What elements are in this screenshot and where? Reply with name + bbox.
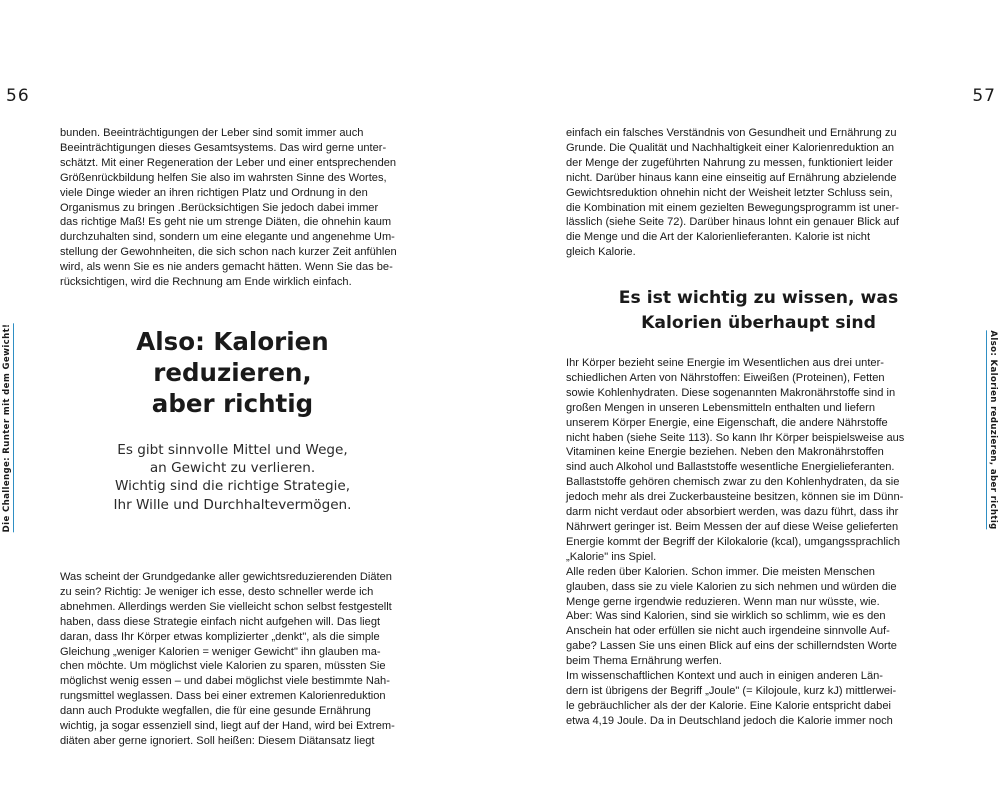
- body-paragraph-right-bottom: Ihr Körper bezieht seine Energie im Wesentlichen aus drei unter- schiedlichen Arten von Nährstoffen: Eiweißen (Proteinen), Fetten sowie Kohlenhydraten. Diese sogenannten Makronährstoffe sind in großen Mengen in unseren Lebensmitteln enthalten und liefern unserem Körper Energie, eine Eigenschaft, die andere Nährstoffe nicht haben (siehe Seite 113). So kann Ihr Körper beispielsweise aus Vitaminen keine Energie beziehen. Neben den Makronährstoffen sind auch Alkohol und Ballaststoffe wesentliche Energielieferanten. Ballaststoffe gehören chemisch zwar zu den Kohlenhydraten, da sie jedoch mehr als drei Zuckerbausteine besitzen, können sie im Dünn- darm nicht verdaut oder absorbiert werden, was dazu führt, dass ihr Nährwert geringer ist. Beim Messen der auf diese Weise gelieferten Energie kommt der Begriff der Kilokalorie (kcal), umgangssprachlich „Kalorie" ins Spiel. Alle reden über Kalorien. Schon immer. Die meisten Menschen glauben, dass sie zu viele Kalorien zu sich nehmen und würden die Menge gerne irgendwie reduzieren. Wenn man nur wüsste, wie. Aber: Was sind Kalorien, sind sie wirklich so schlimm, wie es den Anschein hat oder erfüllen sie nicht auch irgendeine sinnvolle Auf- gabe? Lassen Sie uns einen Blick auf eins der schillerndsten Worte beim Thema Ernährung werfen. Im wissenschaftlichen Kontext und auch in einigen anderen Län- dern ist übrigens der Begriff „Joule" (= Kilojoule, kurz kJ) mittlerwei- le gebräuchlicher als der der Kalorie. Eine Kalorie entspricht dabei etwa 4,19 Joule. Da in Deutschland jedoch die Kalorie immer noch: [566, 357, 905, 727]
- right-page: [500, 0, 1000, 800]
- body-paragraph-right-top: einfach ein falsches Verständnis von Gesundheit und Ernährung zu Grunde. Die Qualität und Nachhaltigkeit einer Kalorienreduktion an der Menge der zugeführten Nahrung zu messen, funktioniert leider nicht. Darüber hinaus kann eine einseitig auf Ernährung abzielende Gewichtsreduktion ohnehin nicht der Weisheit letzter Schluss sein, die Kombination mit einem gezielten Bewegungsprogramm ist uner- lässlich (siehe Seite 72). Darüber hinaus lohnt ein genauer Blick auf die Menge und die Art der Kalorienlieferanten. Kalorie ist nicht gleich Kalorie.: [566, 127, 900, 259]
- section-headline: Also: Kalorien reduzieren, aber richtig: [136, 327, 329, 418]
- page-number-right: 57: [972, 86, 996, 106]
- side-tab-right-label: Also: Kalorien reduzieren, aber richtig: [987, 330, 998, 530]
- side-tab-right: [986, 320, 997, 540]
- section-intro: Es gibt sinnvolle Mittel und Wege, an Gewicht zu verlieren. Wichtig sind die richtige Strategie, Ihr Wille und Durchhaltevermögen.: [113, 442, 352, 513]
- side-tab-left: [2, 312, 13, 544]
- body-paragraph-left-top: bunden. Beeinträchtigungen der Leber sind somit immer auch Beeinträchtigungen dieses Gesamtsystems. Das wird gerne unter- schätzt. Mit einer Regeneration der Leber und einer entsprechenden Größenrückbildung helfen Sie also im wahrsten Sinne des Wortes, viele Dinge wieder an ihren richtigen Platz und Ordnung in den Organismus zu bringen .Berücksichtigen Sie jedoch dabei immer das richtige Maß! Es geht nie um strenge Diäten, die ohnehin kaum durchzuhalten sind, sondern um eine elegante und angenehme Um- stellung der Gewohnheiten, die sich schon nach kurzer Zeit anfühlen wird, als wenn Sie es nie anders gemacht hätten. Wenn Sie das be- rücksichtigen, wird die Rechnung am Ende wirklich einfach.: [60, 127, 397, 289]
- side-tab-left-label: Die Challenge: Runter mit dem Gewicht!: [1, 323, 12, 533]
- page-number-left: 56: [6, 86, 30, 106]
- section-subheading: Es ist wichtig zu wissen, was Kalorien überhaupt sind: [618, 288, 899, 333]
- body-paragraph-left-bottom: Was scheint der Grundgedanke aller gewichtsreduzierenden Diäten zu sein? Richtig: Je weniger ich esse, desto schneller werde ich abnehmen. Allerdings werden Sie vielleicht schon selbst festgestellt haben, dass diese Strategie einfach nicht aufgehen will. Das liegt daran, dass Ihr Körper etwas komplizierter „denkt", als die simple Gleichung „weniger Kalorien = weniger Gewicht" ihn glauben ma- chen möchte. Um möglichst viele Kalorien zu sparen, müssten Sie möglichst wenig essen – und dabei möglichst viele bestimmte Nah- rungsmittel weglassen. Dass bei einer extremen Kalorienreduktion dann auch Produkte wegfallen, die für eine gesunde Ernährung wichtig, ja sogar essenziell sind, liegt auf der Hand, wird bei Extrem- diäten aber gerne ignoriert. Soll heißen: Diesem Diätansatz liegt: [60, 571, 395, 747]
